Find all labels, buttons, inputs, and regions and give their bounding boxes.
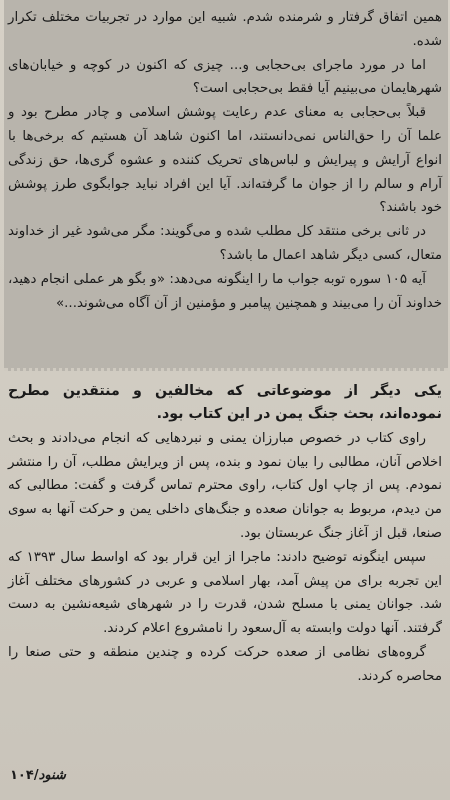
magazine-name: شنود: [38, 768, 66, 783]
footer-separator: /: [33, 768, 39, 783]
main-paragraph-3: گروه‌های نظامی از صعده حرکت کرده و چندین منطقه و حتی صنعا را محاصره کردند.: [8, 644, 442, 684]
box-text: [8, 6, 442, 315]
box-paragraph-4: در ثانی برخی منتقد کل مطلب شده و می‌گویند: مگر می‌شود غیر از خداوند متعال، کسی دیگر شاهد اعمال ما باشد؟: [8, 224, 442, 263]
box-paragraph-2: اما در مورد ماجرای بی‌حجابی و... چیزی که اکنون در کوچه و خیابان‌های شهرهایمان می‌بینیم آیا فقط بی‌حجابی است؟: [8, 57, 442, 97]
box-paragraph-3: قبلاً بی‌حجابی به معنای عدم رعایت پوشش اسلامی و چادر مطرح بود و علما آن را حق‌الناس نمی‌دانستند، اما اکنون شاهد آن هستیم که برخی‌ها با انواع آرایش و پیرایش و لباس‌های تحریک کننده و عشوه گری‌ها، حق زندگی آرام و سالم را از جوان ما گرفته‌اند. آیا این افراد نباید جوابگوی طرز پوشش خود باشند؟: [8, 105, 442, 216]
page-footer: [10, 768, 66, 783]
main-paragraph-2: سپس اینگونه توضیح دادند: ماجرا از این قرار بود که اواسط سال ۱۳۹۳ که این تجربه برای من پیش آمد، بهار اسلامی و عربی در کشورهای مختلف آغاز شد. جوانان یمنی با مسلح شدن، قدرت را در شهرهای شیعه‌نشین به دست گرفتند. آنها دولت وابسته به آل‌سعود را نامشروع اعلام کردند.: [8, 549, 442, 637]
main-text: [8, 380, 442, 689]
section-heading: یکی دیگر از موضوعاتی که مخالفین و منتقدین مطرح نموده‌اند، بحث جنگ یمن در این کتاب بود.: [8, 383, 442, 423]
box-paragraph-1: همین اتفاق گرفتار و شرمنده شدم. شبیه این موارد در تجربیات مختلف تکرار شده.: [8, 10, 442, 49]
page-number: ۱۰۴: [10, 768, 34, 783]
main-paragraph-1: راوی کتاب در خصوص مبارزان یمنی و نبردهایی که انجام می‌دادند و بحث اخلاص آنان، مطالبی را بیان نمود و بنده، پس از ویرایش مطلب، آن را منتشر نمودم. پس از چاپ اول کتاب، راوی محترم تماس گرفت و گفت: مطالبی که من دیدم، مربوط به جوانان صعده و جنگ‌های داخلی یمن و حرکت آنها به سوی صنعا، قبل از آغاز جنگ عربستان بود.: [8, 430, 442, 541]
box-paragraph-5: آیه ۱۰۵ سوره توبه جواب ما را اینگونه می‌دهد: «و بگو هر عملی انجام دهید، خداوند آن را می‌بیند و همچنین پیامبر و مؤمنین از آن آگاه می‌شوند...»: [8, 271, 442, 311]
